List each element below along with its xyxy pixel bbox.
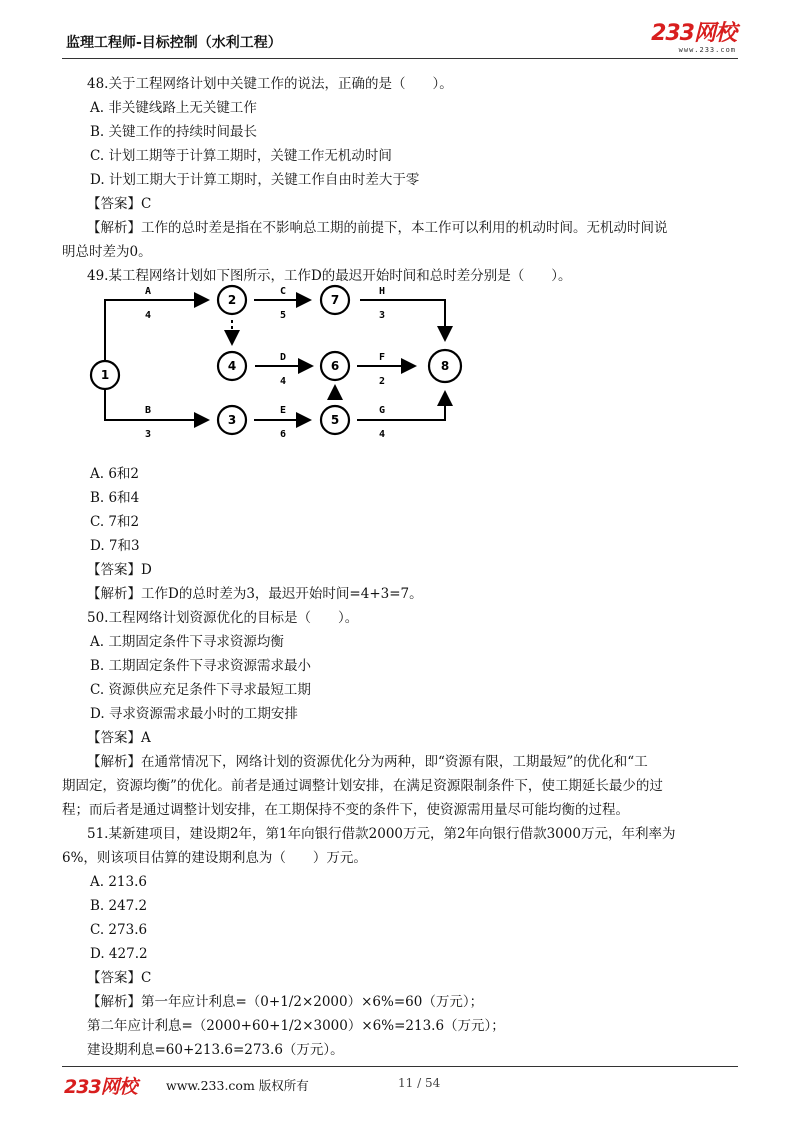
text-line: D. 计划工期大于计算工期时，关键工作自由时差大于零	[90, 172, 420, 188]
text-line: 明总时差为0。	[62, 244, 152, 260]
activity-name-A: A	[144, 286, 152, 297]
text-line: 【答案】C	[87, 196, 152, 212]
text-line: 【答案】A	[87, 730, 151, 746]
text-line: B. 6和4	[90, 490, 140, 506]
edge-G	[357, 392, 445, 420]
edge-B	[105, 386, 208, 420]
text-line: C. 7和2	[90, 514, 140, 530]
node-label-1: 1	[100, 368, 110, 382]
activity-duration-B: 3	[144, 429, 152, 440]
page-content	[62, 72, 738, 1062]
text-line: C. 资源供应充足条件下寻求最短工期	[90, 682, 311, 698]
text-line: A. 213.6	[90, 874, 147, 890]
question-block-1	[62, 72, 738, 288]
activity-name-B: B	[144, 405, 152, 416]
text-line: A. 工期固定条件下寻求资源均衡	[90, 634, 284, 650]
text-line: 48.关于工程网络计划中关键工作的说法，正确的是（ ）。	[87, 76, 453, 92]
logo-subtext: www.233.com	[678, 46, 736, 54]
activity-duration-H: 3	[378, 310, 386, 321]
text-line: 【解析】第一年应计利息=（0+1/2×2000）×6%=60（万元）；	[87, 994, 484, 1010]
text-line: 期固定，资源均衡”的优化。前者是通过调整计划安排，在满足资源限制条件下，使工期延长最少的过	[62, 778, 663, 794]
text-line: 【答案】D	[87, 562, 152, 578]
node-label-8: 8	[440, 359, 450, 373]
text-line: 【解析】工作的总时差是指在不影响总工期的前提下，本工作可以利用的机动时间。无机动时间说	[87, 220, 668, 236]
text-line: 建设期利息=60+213.6=273.6（万元）。	[87, 1042, 344, 1058]
text-line: 49.某工程网络计划如下图所示，工作D的最迟开始时间和总时差分别是（ ）。	[87, 268, 572, 284]
logo-text: 233网校	[651, 21, 736, 46]
text-line: 第二年应计利息=（2000+60+1/2×3000）×6%=213.6（万元）；	[87, 1018, 505, 1034]
activity-name-D: D	[279, 352, 287, 363]
text-line: 6%，则该项目估算的建设期利息为（ ）万元。	[62, 850, 367, 866]
text-line: B. 247.2	[90, 898, 148, 914]
page-number: 11 / 54	[398, 1076, 441, 1090]
edge-H	[360, 300, 445, 340]
activity-name-E: E	[279, 405, 287, 416]
node-label-4: 4	[227, 359, 237, 373]
text-line: 程；而后者是通过调整计划安排，在工期保持不变的条件下，使资源需用量尽可能均衡的过程。	[62, 802, 629, 818]
network-diagram-svg	[90, 286, 490, 462]
text-line: D. 427.2	[90, 946, 148, 962]
node-label-2: 2	[227, 293, 237, 307]
activity-name-G: G	[378, 405, 386, 416]
text-line: A. 6和2	[90, 466, 140, 482]
text-line: 51.某新建项目，建设期2年，第1年向银行借款2000万元，第2年向银行借款3000万元，年利率为	[87, 826, 676, 842]
text-line: C. 273.6	[90, 922, 148, 938]
text-line: B. 工期固定条件下寻求资源需求最小	[90, 658, 312, 674]
text-line: 【解析】工作D的总时差为3，最迟开始时间=4+3=7。	[87, 586, 423, 602]
activity-name-F: F	[378, 352, 386, 363]
text-line: 【答案】C	[87, 970, 152, 986]
footer-site: www.233.com 版权所有	[166, 1078, 309, 1093]
text-line: D. 7和3	[90, 538, 140, 554]
question-block-2	[62, 462, 738, 1062]
text-line: A. 非关键线路上无关键工作	[90, 100, 257, 116]
activity-name-H: H	[378, 286, 386, 297]
document-title: 监理工程师-目标控制（水利工程）	[66, 35, 282, 51]
text-line: C. 计划工期等于计算工期时，关键工作无机动时间	[90, 148, 392, 164]
activity-duration-E: 6	[279, 429, 287, 440]
footer-divider	[62, 1066, 738, 1067]
edge-A	[105, 300, 208, 364]
activity-duration-A: 4	[144, 310, 152, 321]
text-line: 【解析】在通常情况下，网络计划的资源优化分为两种，即“资源有限，工期最短”的优化和“工	[87, 754, 648, 770]
node-label-6: 6	[330, 359, 340, 373]
node-label-5: 5	[330, 413, 340, 427]
brand-logo	[651, 22, 736, 54]
header-divider	[62, 58, 738, 59]
text-line: B. 关键工作的持续时间最长	[90, 124, 258, 140]
activity-duration-G: 4	[378, 429, 386, 440]
text-line: D. 寻求资源需求最小时的工期安排	[90, 706, 298, 722]
network-diagram	[90, 286, 490, 462]
footer-logo: 233网校	[64, 1076, 137, 1098]
page-header	[62, 22, 738, 56]
activity-duration-F: 2	[378, 376, 386, 387]
activity-name-C: C	[279, 286, 287, 297]
page-footer	[62, 1068, 738, 1098]
node-label-7: 7	[330, 293, 340, 307]
activity-duration-C: 5	[279, 310, 287, 321]
node-label-3: 3	[227, 413, 237, 427]
activity-duration-D: 4	[279, 376, 287, 387]
text-line: 50.工程网络计划资源优化的目标是（ ）。	[87, 610, 359, 626]
